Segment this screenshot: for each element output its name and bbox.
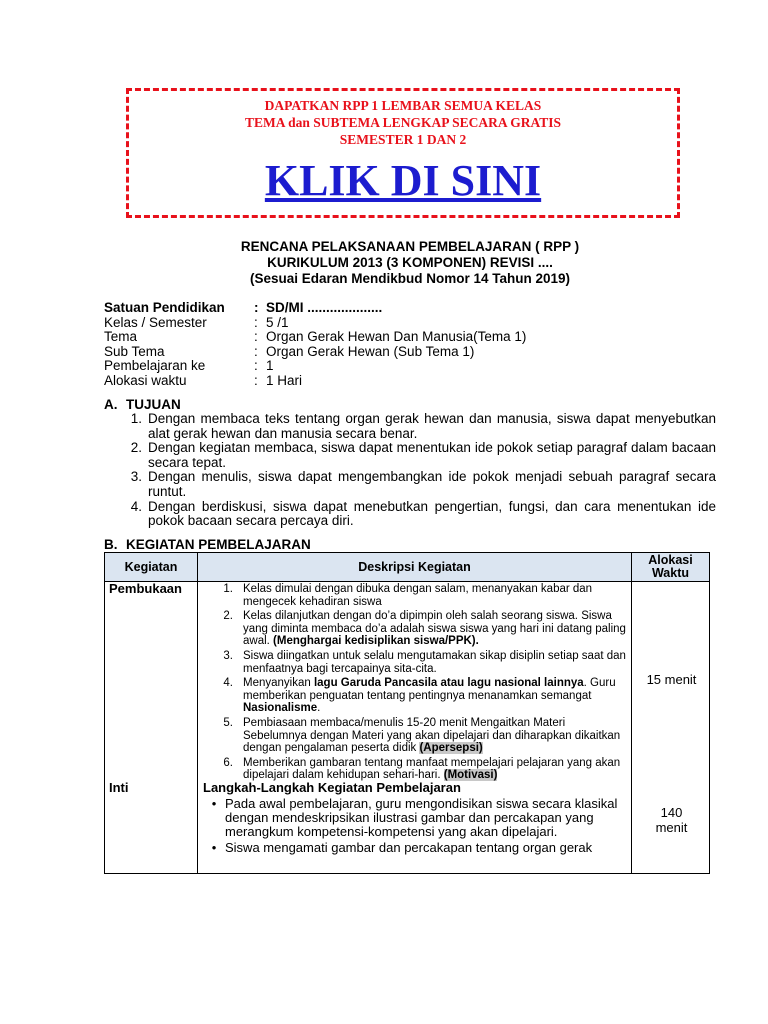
section-title: TUJUAN — [126, 397, 181, 412]
identity-value: SD/MI .................... — [266, 300, 383, 315]
identity-label: Tema — [104, 329, 138, 345]
item-text: Siswa diingatkan untuk selalu mengutamakan sikap disiplin setiap saat dan menfaatnya bagi tercapainya sita-cita. — [243, 649, 626, 675]
item-number: 5. — [223, 716, 233, 729]
item-text: Dengan menulis, siswa dapat mengembangkan ide pokok menjadi sebuah paragraf secara runtut. — [148, 469, 716, 499]
identity-label: Sub Tema — [104, 343, 165, 359]
item-text — [243, 757, 629, 782]
item-text — [243, 610, 629, 648]
item-text: Dengan membaca teks tentang organ gerak hewan dan manusia, siswa dapat menyebutkan alat gerak hewan dan manusia secara benar. — [148, 411, 716, 441]
item-text: Siswa mengamati gambar dan percakapan tentang organ gerak — [225, 839, 593, 855]
identity-row — [104, 330, 526, 345]
identity-label: Pembelajaran ke — [104, 358, 206, 374]
list-item — [104, 441, 716, 470]
list-item — [203, 757, 629, 782]
column-divider — [631, 553, 632, 873]
identity-value: 1 — [266, 358, 274, 374]
identity-colon: : — [254, 343, 258, 359]
tujuan-list — [104, 412, 716, 529]
identity-colon: : — [254, 314, 258, 330]
item-text-part: . — [317, 702, 321, 715]
item-number: 2. — [130, 440, 142, 456]
item-text — [243, 677, 629, 715]
identity-row — [104, 345, 526, 360]
kegiatan-table — [104, 552, 710, 874]
banner-line-1: DAPATKAN RPP 1 LEMBAR SEMUA KELAS — [264, 98, 542, 113]
item-text-part: Kelas dilanjutkan dengan do’a dipimpin oleh salah seorang siswa. Siswa yang diminta membaca do’a adalah siswa siswa yang hari ini datang paling awal. — [243, 610, 626, 648]
column-divider — [197, 553, 198, 873]
list-item — [104, 500, 716, 529]
list-item — [203, 797, 623, 840]
item-number: 1. — [130, 411, 142, 426]
item-number: 3. — [223, 649, 233, 662]
item-number: 3. — [130, 469, 142, 485]
identity-row — [104, 316, 526, 331]
identity-value: Organ Gerak Hewan (Sub Tema 1) — [266, 343, 475, 359]
banner-text — [129, 97, 677, 148]
banner-line-3: SEMESTER 1 DAN 2 — [339, 132, 467, 147]
doc-title-line-1: RENCANA PELAKSANAAN PEMBELAJARAN ( RPP ) — [240, 239, 580, 254]
item-text-bold: Nasionalisme — [243, 702, 318, 715]
identity-colon: : — [254, 300, 259, 315]
activity-inti: Inti — [109, 780, 129, 795]
list-item — [203, 677, 629, 715]
item-number: 1. — [223, 583, 233, 595]
item-number: 2. — [223, 610, 233, 623]
identity-colon: : — [254, 329, 258, 345]
identity-row — [104, 374, 526, 389]
section-letter: A. — [104, 397, 118, 412]
item-number: 4. — [130, 498, 142, 514]
doc-title-line-2: KURIKULUM 2013 (3 KOMPONEN) REVISI .... — [267, 255, 553, 270]
item-text-part: Menyanyikan — [243, 677, 314, 690]
section-title: KEGIATAN PEMBELAJARAN — [126, 537, 311, 552]
list-item — [203, 717, 629, 755]
item-text-bold: lagu Garuda Pancasila atau lagu nasional lainnya — [313, 677, 584, 690]
doc-title-line-3: (Sesuai Edaran Mendikbud Nomor 14 Tahun 2019) — [249, 271, 571, 286]
section-heading-kegiatan — [104, 537, 311, 552]
header-alokasi-line-2: Waktu — [651, 566, 690, 580]
section-heading-tujuan — [104, 397, 181, 412]
bullet-icon: • — [211, 796, 217, 811]
item-text-highlight: (Apersepsi) — [419, 742, 483, 755]
promo-banner[interactable] — [126, 88, 680, 218]
item-text-part: Memberikan gambaran tentang manfaat mempelajari pelajaran yang akan dipelajari dalam kehidupan sehari-hari. — [243, 756, 621, 782]
identity-colon: : — [254, 372, 258, 388]
identity-value: 1 Hari — [266, 372, 303, 388]
list-item — [104, 470, 716, 499]
inti-time — [634, 805, 709, 835]
header-kegiatan: Kegiatan — [124, 559, 178, 574]
identity-label: Satuan Pendidikan — [104, 300, 225, 315]
header-alokasi-line-1: Alokasi — [648, 553, 693, 567]
identity-label: Kelas / Semester — [104, 314, 207, 330]
identity-colon: : — [254, 358, 258, 374]
list-item — [203, 841, 623, 855]
section-letter: B. — [104, 537, 118, 552]
item-number: 4. — [223, 677, 233, 690]
item-text — [243, 717, 629, 755]
inti-time-line-2: menit — [655, 820, 688, 835]
inti-title: Langkah-Langkah Kegiatan Pembelajaran — [203, 780, 461, 795]
item-text: Kelas dimulai dengan dibuka dengan salam, menanyakan kabar dan mengecek kehadiran siswa — [243, 583, 593, 608]
klik-di-sini-link[interactable]: KLIK DI SINI — [264, 156, 542, 205]
identity-value: Organ Gerak Hewan Dan Manusia(Tema 1) — [266, 329, 527, 345]
item-text: Dengan berdiskusi, siswa dapat menebutkan pengertian, fungsi, dan cara menentukan ide pokok bacaan secara percaya diri. — [148, 498, 716, 529]
list-item — [203, 650, 629, 675]
banner-line-2: TEMA dan SUBTEMA LENGKAP SECARA GRATIS — [245, 115, 561, 130]
identity-value: 5 /1 — [266, 314, 289, 330]
item-text: Dengan kegiatan membaca, siswa dapat menentukan ide pokok setiap paragraf dalam bacaan secara tepat. — [148, 440, 716, 470]
item-text-part: . Guru memberikan penguatan tentang pentingnya menanamkan semangat — [243, 677, 616, 702]
item-text-bold: (Menghargai kedisiplikan siswa/PPK). — [273, 635, 479, 648]
pembukaan-list — [203, 581, 629, 782]
header-deskripsi: Deskripsi Kegiatan — [358, 559, 471, 574]
identity-block — [104, 301, 526, 389]
item-number: 6. — [223, 756, 233, 769]
list-item — [203, 610, 629, 648]
inti-time-line-1: 140 — [660, 805, 683, 820]
inti-list — [203, 796, 623, 855]
identity-row — [104, 359, 526, 374]
identity-label: Alokasi waktu — [104, 372, 187, 388]
list-item — [203, 583, 629, 608]
header-alokasi — [632, 553, 709, 581]
item-text-part: Pembiasaan membaca/menulis 15-20 menit Mengaitkan Materi Sebelumnya dengan Materi yang akan dipelajari dan diharapkan dikaitkan dengan pengalaman peserta didik — [243, 716, 621, 755]
identity-row — [104, 301, 526, 316]
item-text: Pada awal pembelajaran, guru mengondisikan siswa secara klasikal dengan mendeskripsikan ilustrasi gambar dan percakapan yang merangkum kompetensi-kompetensi yang akan dipelajari. — [225, 796, 618, 840]
pembukaan-time: 15 menit — [646, 672, 697, 687]
item-text-highlight: (Motivasi) — [443, 769, 498, 782]
list-item — [104, 412, 716, 441]
bullet-icon: • — [211, 839, 217, 855]
activity-pembukaan: Pembukaan — [109, 581, 182, 596]
